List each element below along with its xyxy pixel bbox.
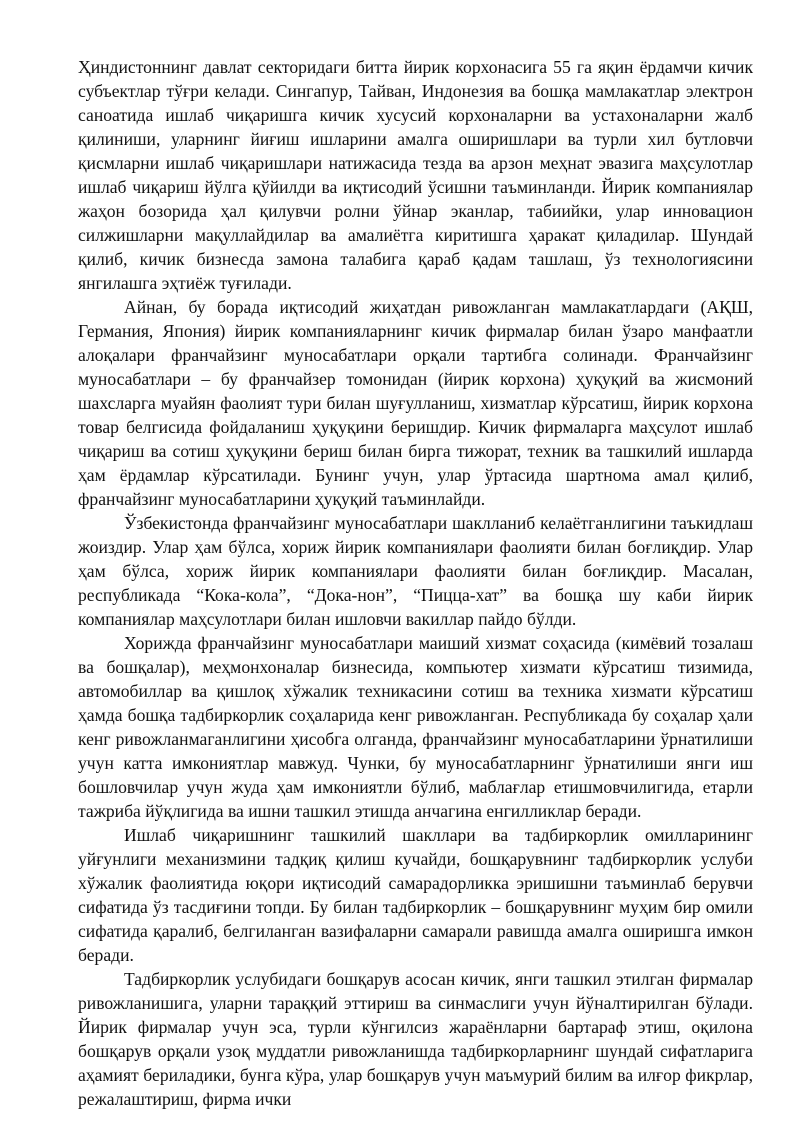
- document-page: [78, 55, 753, 1111]
- paragraph-5: Ишлаб чиқаришнинг ташкилий шакллари ва тадбиркорлик омилларининг уйғунлиги механизмини тадқиқ қилиш кучайди, бошқарувнинг тадбиркорлик услуби хўжалик фаолиятида юқори иқтисодий самарадорликка эришишни таъминлаб берувчи сифатида ўз тасдиғини топди. Бу билан тадбиркорлик – бошқарувнинг муҳим бир омили сифатида қаралиб, белгиланган вазифаларни самарали равишда амалга оширишга имкон беради.: [78, 825, 753, 965]
- paragraph-3: Ўзбекистонда франчайзинг муносабатлари шаклланиб келаётганлигини таъкидлаш жоиздир. Улар ҳам бўлса, хориж йирик компаниялари фаолияти билан боғлиқдир. Улар ҳам бўлса, хориж йирик компаниялари фаолияти билан боғлиқдир. Масалан, республикада “Кока-кола”, “Дока-нон”, “Пицца-хат” ва бошқа шу каби йирик компаниялар маҳсулотлари билан ишловчи вакиллар пайдо бўлди.: [78, 513, 753, 629]
- paragraph-4: Хорижда франчайзинг муносабатлари маиший хизмат соҳасида (кимёвий тозалаш ва бошқалар), меҳмонхоналар бизнесида, компьютер хизмати кўрсатиш тизимида, автомобиллар ва қишлоқ хўжалик техникасини сотиш ва техника хизмати кўрсатиш ҳамда бошқа тадбиркорлик соҳаларида кенг ривожланган. Республикада бу соҳалар ҳали кенг ривожланмаганлигини ҳисобга олганда, франчайзинг муносабатларини ўрнатилиши учун катта имкониятлар мавжуд. Чунки, бу муносабатларнинг ўрнатилиши янги иш бошловчилар учун жуда ҳам имкониятли бўлиб, маблағлар етишмовчилигида, етарли тажриба йўқлигида ва ишни ташкил этишда анчагина енгилликлар беради.: [78, 633, 753, 821]
- paragraph-1: Ҳиндистоннинг давлат секторидаги битта йирик корхонасига 55 га яқин ёрдамчи кичик субъектлар тўғри келади. Сингапур, Тайван, Индонезия ва бошқа мамлакатлар электрон саноатида ишлаб чиқаришга кичик хусусий корхоналарни ва устахоналарни жалб қилиниши, уларнинг йиғиш ишларини амалга оширишлари ва турли хил бутловчи қисмларни ишлаб чиқаришлари натижасида тезда ва арзон меҳнат эвазига маҳсулотлар ишлаб чиқариш йўлга қўйилди ва иқтисодий ўсишни таъминланди. Йирик компаниялар жаҳон бозорида ҳал қилувчи ролни ўйнар эканлар, табиийки, улар инновацион силжишларни мақуллайдилар ва амалиётга киритишга ҳаракат қиладилар. Шундай қилиб, кичик бизнесда замона талабига қараб қадам ташлаш, ўз технологиясини янгилашга эҳтиёж туғилади.: [78, 57, 753, 293]
- paragraph-2: Айнан, бу борада иқтисодий жиҳатдан ривожланган мамлакатлардаги (АҚШ, Германия, Япония) йирик компанияларнинг кичик фирмалар билан ўзаро манфаатли алоқалари франчайзинг муносабатлари орқали тартибга солинади. Франчайзинг муносабатлари – бу франчайзер томонидан (йирик корхона) ҳуқуқий ва жисмоний шахсларга муайян фаолият тури билан шуғулланиш, хизматлар кўрсатиш, йирик корхона товар белгисида фойдаланиш ҳуқуқини беришдир. Кичик фирмаларга маҳсулот ишлаб чиқариш ва сотиш ҳуқуқини бериш билан бирга тижорат, техник ва ташкилий ишларда ҳам ёрдамлар кўрсатилади. Бунинг учун, улар ўртасида шартнома амал қилиб, франчайзинг муносабатларини ҳуқуқий таъминлайди.: [78, 297, 753, 509]
- paragraph-6: Тадбиркорлик услубидаги бошқарув асосан кичик, янги ташкил этилган фирмалар ривожланишига, уларни тараққий эттириш ва синмаслиги учун йўналтирилган бўлади. Йирик фирмалар учун эса, турли кўнгилсиз жараёнларни бартараф этиш, оқилона бошқарув орқали узоқ муддатли ривожланишда тадбиркорларнинг шундай сифатларига аҳамият бериладики, бунга кўра, улар бошқарув учун маъмурий билим ва илғор фикрлар, режалаштириш, фирма ички: [78, 969, 753, 1109]
